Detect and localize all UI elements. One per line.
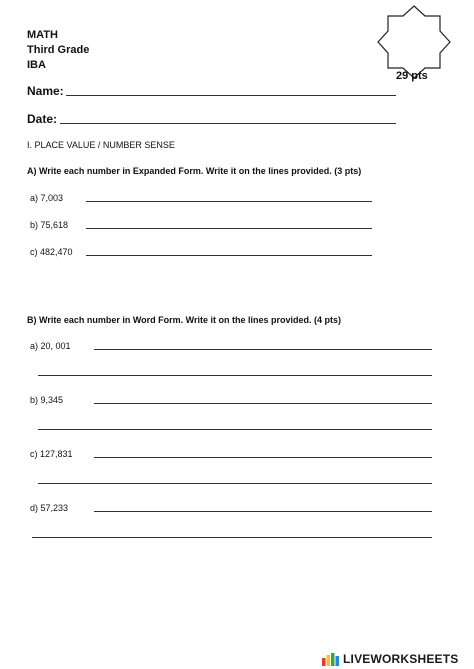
date-input-line[interactable] <box>60 123 396 124</box>
part-a-item-b: b) 75,618 <box>30 220 69 230</box>
part-b-answer-line-d2[interactable] <box>32 537 432 538</box>
part-a-answer-line-a[interactable] <box>86 201 372 202</box>
date-label: Date: <box>27 112 58 126</box>
part-b-instruction: B) Write each number in Word Form. Write it on the lines provided. (4 pts) <box>27 315 342 325</box>
liveworksheets-icon <box>322 652 340 666</box>
part-b-item-b: b) 9,345 <box>30 395 64 405</box>
name-input-line[interactable] <box>66 95 396 96</box>
part-a-answer-line-c[interactable] <box>86 255 372 256</box>
star-score-shape <box>376 4 452 80</box>
part-b-item-d: d) 57,233 <box>30 503 69 513</box>
part-b-answer-line-b2[interactable] <box>38 429 432 430</box>
section-title: I. PLACE VALUE / NUMBER SENSE <box>27 140 175 150</box>
liveworksheets-brand-text: LIVEWORKSHEETS <box>343 652 459 666</box>
name-label: Name: <box>27 84 64 98</box>
part-b-answer-line-a1[interactable] <box>94 349 432 350</box>
part-a-item-c: c) 482,470 <box>30 247 73 257</box>
school-title: IBA <box>27 59 46 71</box>
part-b-item-c: c) 127,831 <box>30 449 73 459</box>
part-b-answer-line-c2[interactable] <box>38 483 432 484</box>
total-points: 29 pts <box>396 70 428 82</box>
part-b-answer-line-a2[interactable] <box>38 375 432 376</box>
part-b-answer-line-b1[interactable] <box>94 403 432 404</box>
part-a-item-a: a) 7,003 <box>30 193 64 203</box>
subject-title: MATH <box>27 29 58 41</box>
part-b-answer-line-d1[interactable] <box>94 511 432 512</box>
part-a-answer-line-b[interactable] <box>86 228 372 229</box>
liveworksheets-logo <box>322 651 458 667</box>
part-b-item-a: a) 20, 001 <box>30 341 71 351</box>
part-a-instruction: A) Write each number in Expanded Form. Write it on the lines provided. (3 pts) <box>27 166 362 176</box>
grade-title: Third Grade <box>27 44 90 56</box>
part-b-answer-line-c1[interactable] <box>94 457 432 458</box>
